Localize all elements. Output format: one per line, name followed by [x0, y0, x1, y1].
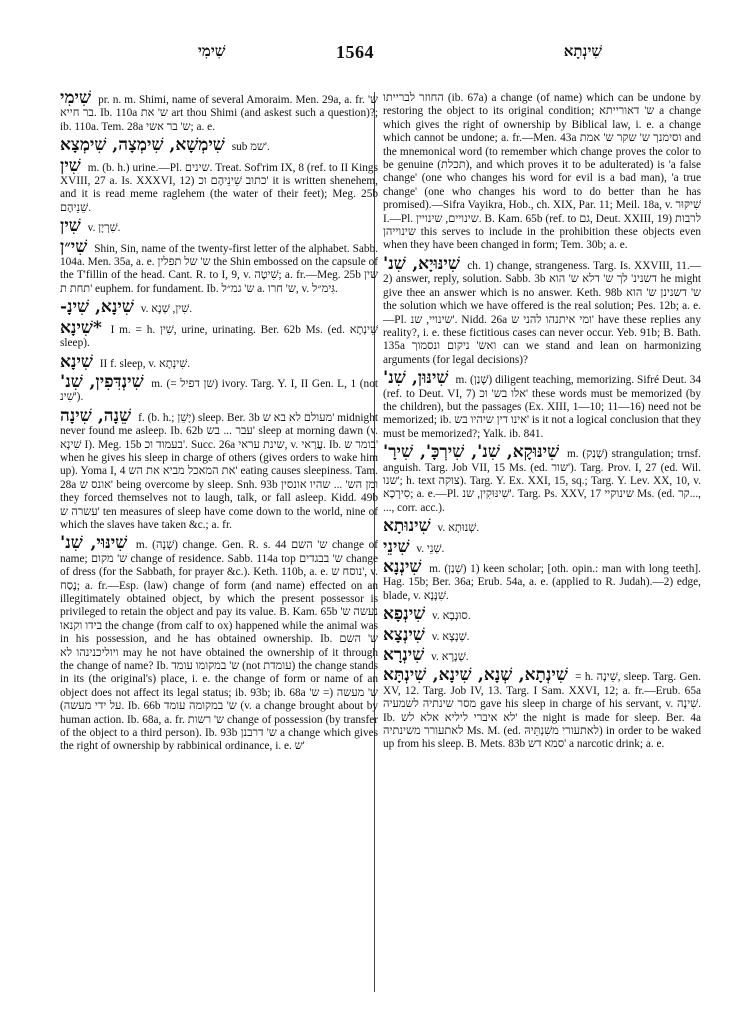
headword: שִׁינּוּיָא, שִׁנ': [383, 253, 460, 274]
headword: שִׁינְנָא: [383, 557, 422, 577]
entry-text: החוזר לברייתו (ib. 67a) a change (of name) which can be undone by restoring the object to its original condition; ש' דאורייתא a change which gives the right of ownership by Biblical law, i. e. a change which cannot be undone; a. fr.—Men. 43a וסימנך ש' שקר ש' אמת and the mnemonical word (to remember which change proves the color to be genuine (תכלת), and which proves it to be adulterated) is 'a false change' (one who changes his word for evil is a bad man), 'a true change' (one who changes his word to do better than he has promised).—Sifra Vayikra, Hob., ch. XIX, Par. 11; Meil. 18a, v. שִׁיקּוּר I.—Pl. שינויים, שינויין. B. Kam. 65b (ref. to גם, Deut. XXIII, 19) לרבות שינוייהן this serves to include in the prohibition these objects even when they have been changed in form; Tem. 30b; a. e.: [383, 92, 701, 252]
entry-text: II f. sleep, v. שִׁינְתָא.: [99, 357, 191, 370]
entry-text: Shin, Sin, name of the twenty-first letter of the alphabet. Sabb. 104a. Men. 35a, a. e. ש' של תפלין the Shin embossed on the capsule of the T'fillin of the head. Cant. R. to I, 9, v. שִׁיטָה; a. fr.—Meg. 25b שין תחת ת' euphem. for fundament. Ib. ש' גמ״ל a. ש' חרו, v. גִּימ״ל.: [60, 242, 378, 295]
entry-text: v. שְׁנוּתָא.: [437, 522, 480, 535]
headword: שִׁינּוּי, שִׁנ': [60, 533, 128, 554]
headword: שִׁינוּתָא: [383, 516, 431, 537]
entry: [60, 216, 378, 237]
entry: [383, 368, 702, 441]
entry: [383, 442, 701, 515]
entry: [383, 536, 701, 557]
headword: שִׁין: [60, 216, 81, 237]
running-head: [70, 44, 690, 68]
entry: [383, 604, 701, 625]
headword: שִׁינְפָא: [383, 604, 426, 625]
header-right-word: שִׁינְתָא: [563, 44, 602, 60]
entry-text: m. (= שן דפיל) ivory. Targ. Y. I, II Gen. L, 1 (not שִׁינ').: [60, 377, 378, 404]
entry-text: f. (b. h.; יָשֵׁן) sleep. Ber. 3b מעולם לא בא ש' midnight never found me asleep. Ib. 62b עבר ... בש' sleep at morning dawn (v. שִׁינָא I). Meg. 15b בעמוד וכ'. Succ. 26a שינת עראי, v. עֲרַאי. Ib. בומר ש' when he gives his sleep in charge of others (gives orders to wake him up). Yoma I, 4 את המאכל מביא את הש' eating causes sleepiness. Tam. 28a אונס ש' being overcome by sleep. Snh. 93b ומן הש' ... שהיו אונסין they forced themselves not to laugh, talk, or fall asleep. Kidd. 49b עשרה ש' ten measures of sleep have come down to the world, nine of which the slaves have taken &c.; a. fr.: [60, 411, 379, 531]
entry-text: v. שְׁנָרָא.: [431, 651, 469, 664]
entry: [60, 405, 379, 533]
entry-text: m. (שְׁנַק) strangulation; trnsf. anguish. Targ. Job VII, 15 Ms. (ed. שור'). Targ. Prov. I, 27 (ed. Wil. שנו'; h. text צוקה). Targ. Y. Ex. XXI, 15, sq.; Targ. Y. Lev. XX, 10, v. סִירְכָא; a. e.—Pl. שִׁינּוּקִין, שנ'. Targ. Ps. XXV, 17 שינוקיי Ms. (ed. קר..., ..., corr. acc.).: [383, 448, 701, 514]
page-number: 1564: [336, 42, 374, 62]
headword: שִׁינְתָא, שְׁנָא, שִׁינָא, שִׁינְתָּא: [383, 665, 568, 686]
entry: [60, 236, 378, 297]
entry: [383, 516, 701, 537]
entry-text: m. (b. h.) urine.—Pl. שינים. Treat. Sof'rim IX, 8 (ref. to II Kings XVIII, 27 a. Is. XXXVI, 12) כתוב שֵׁינֵיהֶם וכ' it is written shenehem, and it is read meme raglehem (the water of their feet); Meg. 25b שֵׁנֵיהֶם.: [60, 161, 378, 214]
headword: שִׁינָא: [60, 351, 93, 372]
headword: שֵׁנָה, שִׁינָה: [60, 405, 132, 426]
entry-text: ch. 1) change, strangeness. Targ. Is. XXVIII, 11.—2) answer, reply, solution. Sabb. 3b דשנינ' לך ש' דלא ש' הוא he might give thee an answer which is no answer. Keth. 98b ש' דשנינן ש' הוא the solution which we have offered is the real solution; Pes. 12b; a. e.—Pl. שינויי, שנ'. Nidd. 26a ומי איתנהו להני ש' have these replies any reality?, i. e. these fictitious cases can never occur. Yeb. 91b; B. Bath. 135a ואש' ניקום ונסמוך can we stand and lean on harmonizing arguments (for legal decisions)?: [383, 259, 702, 366]
headword: שִׁינֵי: [383, 536, 410, 557]
headword: שִׁימִי: [60, 88, 92, 108]
headword: שִׁינָא, שִׁינָ-: [60, 297, 134, 318]
entry: [383, 665, 701, 751]
entry: [60, 351, 378, 372]
headword: שִׁי״ן: [60, 236, 88, 257]
header-left-word: שִׁימִי: [198, 44, 226, 60]
entry-text: m. (שָׁנַן) diligent teaching, memorizing. Sifré Deut. 34 (ref. to Deut. VI, 7) אלו בש' וכ' these words must be memorized (by the children), but the passages (Ex. XIII, 1—10; 11—16) need not be memorized; ib. אינו דין שיהיו בש' is it not a logical conclusion that they must be memorized?; Yalk. ib. 841.: [383, 374, 702, 440]
entry-text: pr. n. m. Shimi, name of several Amoraim. Men. 29a, a. fr. ש' בר חייא. Ib. 110a ש' את art thou Shimi (and askest such a question)?; ib. 110a. Tem. 28a ש' בר אשי; a. e.: [60, 94, 379, 133]
entry: [60, 371, 378, 405]
entry: [383, 624, 701, 645]
entry: [383, 92, 701, 253]
entry: [60, 533, 379, 754]
headword: שִׁין: [60, 155, 81, 176]
headword: שִׁינּוּן, שִׁנ': [383, 368, 449, 389]
entry: [383, 253, 702, 367]
entry-text: m. (שָׁנָה) change. Gen. R. s. 44 ש' השם change of name; ש' מקום change of residence. Sabb. 114a top ש' בבגדים change of dress (for the Sabbath, for prayer &c.). Keth. 110b, a. e. נוסח ש', v. נֶסַח; a. fr.—Esp. (law) change of form (and name) effected on an illegitimately obtained object, by which the present possessor is privileged to retain the object and pay its value. B. Kam. 65b נעשה ש' בידו וקנאו the change (from calf to ox) happened while the animal was in his possession, and he has obtained ownership. Ib. ש' השם ויוליכנינהו לא may he not have obtained the ownership of it through the change of name? Ib. ש' במקומו עומד (not עומדת) the change stands in its (the original's) place, i. e. the change of form or name of an object does not affect its legal status; ib. 93b; ib. 68a ש' מעשה (= ש' על ידי מעשה). Ib. 66b ש' במקומה עומד (v. a change brought about by human action. Ib. 68a, a. fr. ש' רשות change of possession (by transfer of the object to a third person). Ib. 93b ש' דרבנן a change which gives the right of ownership by rabbinical ordinance, i. e. ש': [60, 539, 379, 753]
headword: שִׁינּוּקָא, שִׁנ', שִׁירְכָּ', שִׁירָ': [383, 442, 560, 463]
entry-text: v. שִׁרְיָן.: [87, 222, 121, 235]
headword: שִׁינְצָא: [383, 624, 425, 645]
entry-text: v. שְׁנֵי.: [416, 542, 445, 555]
right-column: [383, 92, 701, 757]
entry: [60, 155, 378, 216]
entry: [60, 297, 378, 318]
headword: שִׁימְשָׁא, שִׁימְצָה, שִׁימְצָא: [60, 135, 225, 156]
entry: [60, 317, 379, 351]
left-column: [60, 88, 379, 759]
entry: [383, 645, 701, 666]
headword: שִׁינְדִּפִין, שִׁנ': [60, 371, 144, 392]
entry: [383, 557, 702, 603]
entry-text: v. סוּנְבָא.: [432, 610, 471, 623]
entry: [60, 88, 379, 134]
entry-text: I m. = h. שִׁין, urine, urinating. Ber. 62b Ms. (ed. שֵׁינְתָא sleep).: [60, 323, 379, 350]
entry: [60, 135, 378, 156]
entry-text: v. שְׁנָצָא.: [431, 630, 470, 643]
entry-text: m. (שְׁנַן) 1) keen scholar; [oth. opin.: man with long teeth]. Hag. 15b; Ber. 36a; Erub. 54a, a. e. (applied to R. Judah).—2) edge, blade, v. שִׁנָּנָא.: [383, 563, 702, 602]
entry-text: = h. שֵׁינָה, sleep. Targ. Gen. XV, 12. Targ. Job IV, 13. Targ. I Sam. XXVI, 12; a. fr.—Erub. 65a מסר שינתיה לשמעיה gave his sleep in charge of his servant, v. שִׁינָה. Ib. לא איברי ליליא אלא לש' the night is made for sleep. Ber. 4a לאתעורר משינתיה Ms. M. (ed. לאתעורי משִׁנְתֵּיהּ) in order to be waked up from his sleep. B. Mets. 83b סמא דש' a narcotic drink; a. e.: [383, 671, 701, 751]
headword: שִׁינְרָא: [383, 645, 425, 666]
headword: *שִׁינָא: [60, 317, 102, 338]
entry-text: v. שִׁין, שְׁנָא.: [140, 303, 193, 316]
entry-text: sub שמ'.: [231, 141, 270, 154]
